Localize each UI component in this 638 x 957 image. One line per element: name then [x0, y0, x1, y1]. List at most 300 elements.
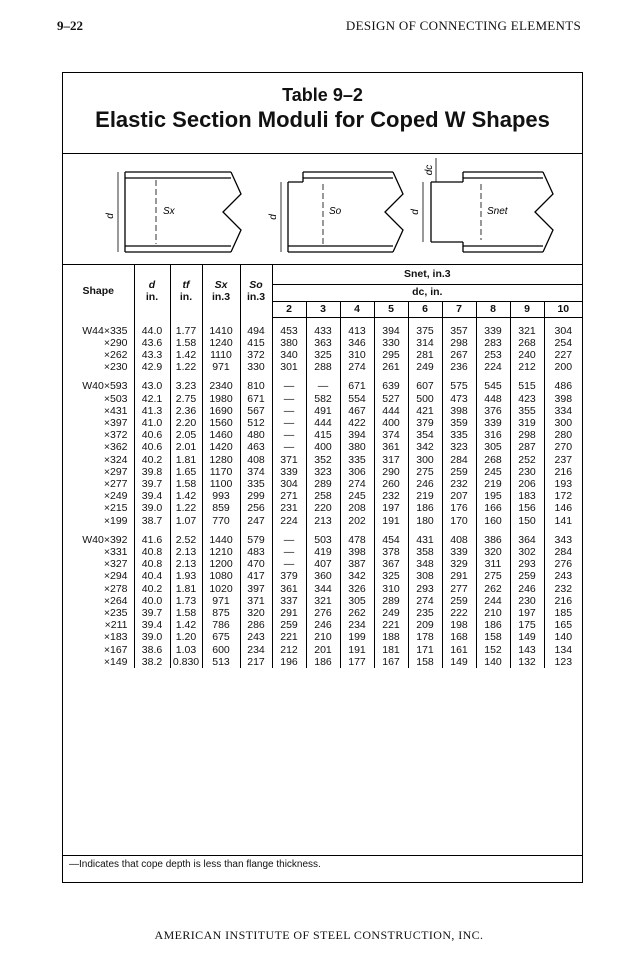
value-cell: 993: [202, 490, 240, 502]
value-cell: 146: [544, 502, 582, 514]
table-row: [63, 429, 582, 441]
value-cell: 486: [544, 380, 582, 392]
value-cell: 770: [202, 515, 240, 527]
table-row: [63, 607, 582, 619]
shape-cell: ×331: [103, 545, 128, 558]
value-cell: 579: [240, 534, 272, 546]
value-cell: 1980: [202, 393, 240, 405]
value-cell: 394: [340, 429, 374, 441]
col-sx-unit: in.3: [211, 291, 231, 303]
value-cell: 2.36: [170, 405, 202, 417]
value-cell: 380: [340, 441, 374, 453]
value-cell: 275: [408, 466, 442, 478]
label-dc: dc: [424, 164, 435, 176]
value-cell: 209: [408, 619, 442, 631]
shape-cell: W44×335: [82, 324, 128, 337]
value-cell: 167: [374, 656, 408, 668]
value-cell: 343: [544, 534, 582, 546]
col-dc-4: 4: [340, 301, 374, 317]
value-cell: 1.65: [170, 466, 202, 478]
shape-cell: ×290: [103, 336, 128, 349]
value-cell: 232: [544, 583, 582, 595]
value-cell: 320: [240, 607, 272, 619]
table-row: [63, 466, 582, 478]
value-cell: 339: [476, 417, 510, 429]
value-cell: —: [272, 558, 306, 570]
shape-cell: ×211: [104, 619, 128, 632]
value-cell: 213: [306, 515, 340, 527]
value-cell: 1.42: [170, 349, 202, 361]
value-cell: 262: [476, 583, 510, 595]
value-cell: 186: [476, 619, 510, 631]
shape-cell: ×327: [103, 558, 128, 571]
value-cell: 141: [544, 515, 582, 527]
value-cell: 329: [442, 558, 476, 570]
value-cell: 161: [442, 644, 476, 656]
value-cell: 423: [510, 393, 544, 405]
shape-cell: ×324: [103, 453, 128, 466]
shape-cell: ×397: [103, 416, 128, 429]
value-cell: 232: [442, 478, 476, 490]
value-cell: 123: [544, 656, 582, 668]
table-row: [63, 454, 582, 466]
table-row: [63, 570, 582, 582]
value-cell: 274: [408, 595, 442, 607]
value-cell: 360: [306, 570, 340, 582]
value-cell: 44.0: [134, 325, 170, 337]
table-row: [63, 583, 582, 595]
value-cell: 810: [240, 380, 272, 392]
value-cell: 260: [374, 478, 408, 490]
shape-cell: ×149: [103, 655, 128, 668]
value-cell: 191: [374, 515, 408, 527]
value-cell: 407: [306, 558, 340, 570]
value-cell: 231: [272, 502, 306, 514]
page-number: 9–22: [57, 18, 83, 33]
value-cell: —: [306, 380, 340, 392]
page-footer: AMERICAN INSTITUTE OF STEEL CONSTRUCTION, INC.: [154, 928, 484, 942]
value-cell: 40.8: [134, 546, 170, 558]
value-cell: 268: [476, 454, 510, 466]
value-cell: 2.05: [170, 429, 202, 441]
value-cell: 197: [510, 607, 544, 619]
value-cell: 398: [544, 393, 582, 405]
value-cell: 186: [408, 502, 442, 514]
value-cell: 316: [476, 429, 510, 441]
value-cell: 201: [306, 644, 340, 656]
value-cell: 262: [340, 607, 374, 619]
value-cell: 196: [272, 656, 306, 668]
value-cell: 276: [544, 558, 582, 570]
value-cell: 254: [544, 337, 582, 349]
value-cell: 2.75: [170, 393, 202, 405]
value-cell: 786: [202, 619, 240, 631]
value-cell: 158: [408, 656, 442, 668]
value-cell: 206: [510, 478, 544, 490]
value-cell: 40.2: [134, 454, 170, 466]
col-dc-9: 9: [510, 301, 544, 317]
value-cell: 253: [476, 349, 510, 361]
value-cell: 463: [240, 441, 272, 453]
value-cell: 305: [476, 441, 510, 453]
value-cell: 134: [544, 644, 582, 656]
value-cell: 600: [202, 644, 240, 656]
value-cell: 379: [272, 570, 306, 582]
table-body: [63, 317, 582, 668]
value-cell: 267: [442, 349, 476, 361]
value-cell: 386: [476, 534, 510, 546]
value-cell: 387: [340, 558, 374, 570]
value-cell: 156: [510, 502, 544, 514]
value-cell: 259: [510, 570, 544, 582]
table-row: [63, 656, 582, 668]
value-cell: 431: [408, 534, 442, 546]
col-dc-8: 8: [476, 301, 510, 317]
value-cell: 875: [202, 607, 240, 619]
value-cell: 380: [272, 337, 306, 349]
col-sx-label: Sx: [214, 278, 228, 291]
value-cell: 195: [476, 490, 510, 502]
value-cell: 202: [340, 515, 374, 527]
value-cell: 379: [408, 417, 442, 429]
value-cell: 1.07: [170, 515, 202, 527]
value-cell: 306: [340, 466, 374, 478]
value-cell: 216: [544, 466, 582, 478]
value-cell: 971: [202, 595, 240, 607]
value-cell: —: [272, 393, 306, 405]
value-cell: 363: [306, 337, 340, 349]
value-cell: —: [272, 534, 306, 546]
value-cell: 310: [374, 583, 408, 595]
value-cell: 415: [240, 337, 272, 349]
value-cell: 290: [374, 466, 408, 478]
value-cell: 249: [374, 607, 408, 619]
value-cell: 467: [340, 405, 374, 417]
value-cell: 527: [374, 393, 408, 405]
value-cell: 43.0: [134, 380, 170, 392]
value-cell: 176: [442, 502, 476, 514]
value-cell: 281: [408, 349, 442, 361]
table-row: [63, 380, 582, 392]
value-cell: 227: [544, 349, 582, 361]
value-cell: 319: [510, 417, 544, 429]
value-cell: 274: [340, 361, 374, 373]
value-cell: 639: [374, 380, 408, 392]
value-cell: 210: [306, 631, 340, 643]
value-cell: 339: [442, 546, 476, 558]
value-cell: 494: [240, 325, 272, 337]
value-cell: 1210: [202, 546, 240, 558]
group-spacer: [63, 527, 582, 534]
value-cell: —: [272, 441, 306, 453]
value-cell: 1.22: [170, 502, 202, 514]
shape-cell: ×215: [103, 502, 128, 515]
value-cell: 284: [442, 454, 476, 466]
value-cell: 413: [340, 325, 374, 337]
table-row: [63, 644, 582, 656]
value-cell: 219: [408, 490, 442, 502]
cope-diagram: [63, 154, 582, 265]
group-spacer: [63, 373, 582, 380]
table-row: [63, 558, 582, 570]
value-cell: 191: [340, 644, 374, 656]
value-cell: 357: [442, 325, 476, 337]
value-cell: 453: [272, 325, 306, 337]
value-cell: 224: [476, 361, 510, 373]
value-cell: 433: [306, 325, 340, 337]
value-cell: 40.6: [134, 441, 170, 453]
value-cell: 1460: [202, 429, 240, 441]
value-cell: 513: [202, 656, 240, 668]
value-cell: 971: [202, 361, 240, 373]
value-cell: 325: [306, 349, 340, 361]
value-cell: 172: [544, 490, 582, 502]
value-cell: 246: [408, 478, 442, 490]
value-cell: 39.4: [134, 490, 170, 502]
value-cell: 478: [340, 534, 374, 546]
value-cell: 358: [408, 546, 442, 558]
value-cell: 236: [442, 361, 476, 373]
value-cell: 284: [544, 546, 582, 558]
value-cell: 483: [240, 546, 272, 558]
value-cell: 421: [408, 405, 442, 417]
shape-cell: ×362: [103, 441, 128, 454]
value-cell: 2340: [202, 380, 240, 392]
value-cell: 243: [240, 631, 272, 643]
value-cell: 185: [544, 607, 582, 619]
table-row: [63, 502, 582, 514]
value-cell: 361: [374, 441, 408, 453]
value-cell: 1080: [202, 570, 240, 582]
value-cell: 277: [442, 583, 476, 595]
value-cell: 1.73: [170, 595, 202, 607]
value-cell: 372: [240, 349, 272, 361]
value-cell: 178: [408, 631, 442, 643]
table-number: Table 9–2: [282, 85, 363, 105]
table-row: [63, 595, 582, 607]
value-cell: 235: [408, 607, 442, 619]
value-cell: 503: [306, 534, 340, 546]
value-cell: 158: [476, 631, 510, 643]
value-cell: 259: [442, 595, 476, 607]
value-cell: 326: [340, 583, 374, 595]
value-cell: 400: [374, 417, 408, 429]
value-cell: 232: [374, 490, 408, 502]
value-cell: —: [272, 405, 306, 417]
value-cell: 2.01: [170, 441, 202, 453]
value-cell: 1410: [202, 325, 240, 337]
table-row: [63, 515, 582, 527]
value-cell: 417: [240, 570, 272, 582]
value-cell: 40.6: [134, 429, 170, 441]
value-cell: —: [272, 429, 306, 441]
value-cell: 454: [374, 534, 408, 546]
shape-cell: ×372: [103, 429, 128, 442]
value-cell: 298: [510, 429, 544, 441]
value-cell: 304: [272, 478, 306, 490]
table-row: [63, 393, 582, 405]
value-cell: 473: [442, 393, 476, 405]
value-cell: 422: [340, 417, 374, 429]
value-cell: 286: [240, 619, 272, 631]
value-cell: 1280: [202, 454, 240, 466]
value-cell: 43.6: [134, 337, 170, 349]
value-cell: 1.77: [170, 325, 202, 337]
value-cell: 240: [510, 349, 544, 361]
value-cell: 1.58: [170, 478, 202, 490]
value-cell: 335: [442, 429, 476, 441]
value-cell: 302: [510, 546, 544, 558]
value-cell: 208: [340, 502, 374, 514]
value-cell: 317: [374, 454, 408, 466]
value-cell: 671: [340, 380, 374, 392]
value-cell: 1.42: [170, 619, 202, 631]
value-cell: 310: [340, 349, 374, 361]
value-cell: 323: [442, 441, 476, 453]
value-cell: 2.13: [170, 558, 202, 570]
shape-cell: ×199: [103, 514, 128, 527]
value-cell: 243: [544, 570, 582, 582]
col-dc-6: 6: [408, 301, 442, 317]
value-cell: 230: [510, 466, 544, 478]
value-cell: 348: [408, 558, 442, 570]
value-cell: 500: [408, 393, 442, 405]
col-d-label: d: [148, 278, 156, 291]
value-cell: 280: [544, 429, 582, 441]
shape-cell: ×278: [103, 582, 128, 595]
value-cell: 375: [408, 325, 442, 337]
value-cell: 1420: [202, 441, 240, 453]
value-cell: 149: [510, 631, 544, 643]
value-cell: 354: [408, 429, 442, 441]
value-cell: 1.81: [170, 454, 202, 466]
shape-cell: ×183: [103, 631, 128, 644]
title-area: [63, 73, 582, 154]
value-cell: 210: [476, 607, 510, 619]
col-d-unit: in.: [145, 291, 159, 303]
value-cell: 859: [202, 502, 240, 514]
col-shape: Shape: [82, 284, 114, 297]
value-cell: 42.9: [134, 361, 170, 373]
value-cell: 39.8: [134, 466, 170, 478]
value-cell: 38.2: [134, 656, 170, 668]
table-row: [63, 478, 582, 490]
value-cell: 291: [272, 607, 306, 619]
value-cell: 181: [374, 644, 408, 656]
value-cell: 308: [408, 570, 442, 582]
table-frame: [62, 72, 583, 883]
col-dc-10: 10: [544, 301, 582, 317]
value-cell: 180: [408, 515, 442, 527]
shape-cell: ×503: [103, 392, 128, 405]
value-cell: 2.52: [170, 534, 202, 546]
col-dc-5: 5: [374, 301, 408, 317]
value-cell: 408: [442, 534, 476, 546]
value-cell: —: [272, 546, 306, 558]
value-cell: 261: [374, 361, 408, 373]
value-cell: 321: [510, 325, 544, 337]
shape-cell: ×431: [103, 404, 128, 417]
table-row: [63, 490, 582, 502]
value-cell: 183: [510, 490, 544, 502]
value-cell: 330: [240, 361, 272, 373]
value-cell: 397: [240, 583, 272, 595]
value-cell: 398: [340, 546, 374, 558]
value-cell: 311: [476, 558, 510, 570]
value-cell: —: [272, 380, 306, 392]
table-title: Elastic Section Moduli for Coped W Shapes: [95, 107, 550, 132]
label-d-2: d: [268, 214, 279, 220]
value-cell: 249: [408, 361, 442, 373]
value-cell: 491: [306, 405, 340, 417]
value-cell: 400: [306, 441, 340, 453]
value-cell: 212: [272, 644, 306, 656]
value-cell: 244: [476, 595, 510, 607]
value-cell: 40.0: [134, 595, 170, 607]
value-cell: 39.4: [134, 619, 170, 631]
value-cell: 304: [544, 325, 582, 337]
value-cell: 295: [374, 349, 408, 361]
value-cell: 41.3: [134, 405, 170, 417]
value-cell: 199: [340, 631, 374, 643]
value-cell: 224: [272, 515, 306, 527]
table-row: [63, 325, 582, 337]
value-cell: 374: [240, 466, 272, 478]
value-cell: 342: [408, 441, 442, 453]
value-cell: 0.830: [170, 656, 202, 668]
value-cell: 150: [510, 515, 544, 527]
value-cell: 1.22: [170, 361, 202, 373]
value-cell: 1.58: [170, 337, 202, 349]
value-cell: 1.42: [170, 490, 202, 502]
value-cell: 299: [240, 490, 272, 502]
value-cell: 335: [240, 478, 272, 490]
value-cell: 340: [272, 349, 306, 361]
value-cell: 321: [306, 595, 340, 607]
value-cell: 221: [374, 619, 408, 631]
table-row: [63, 546, 582, 558]
value-cell: 1240: [202, 337, 240, 349]
value-cell: 339: [272, 466, 306, 478]
shape-cell: ×262: [103, 348, 128, 361]
value-cell: 212: [510, 361, 544, 373]
value-cell: 323: [306, 466, 340, 478]
label-sx: Sx: [163, 206, 175, 217]
value-cell: 567: [240, 405, 272, 417]
value-cell: 371: [272, 454, 306, 466]
value-cell: 288: [306, 361, 340, 373]
value-cell: 275: [476, 570, 510, 582]
value-cell: 545: [476, 380, 510, 392]
value-cell: 378: [374, 546, 408, 558]
value-cell: 41.0: [134, 417, 170, 429]
value-cell: 1.20: [170, 631, 202, 643]
value-cell: 344: [306, 583, 340, 595]
value-cell: 671: [240, 393, 272, 405]
value-cell: 289: [374, 595, 408, 607]
table-row: [63, 337, 582, 349]
value-cell: 408: [240, 454, 272, 466]
table-row: [63, 349, 582, 361]
value-cell: 166: [476, 502, 510, 514]
col-d: [134, 265, 170, 317]
shape-cell: ×230: [103, 361, 128, 374]
value-cell: 140: [476, 656, 510, 668]
shape-cell: W40×593: [82, 380, 128, 393]
value-cell: 43.3: [134, 349, 170, 361]
value-cell: 291: [442, 570, 476, 582]
value-cell: 300: [408, 454, 442, 466]
